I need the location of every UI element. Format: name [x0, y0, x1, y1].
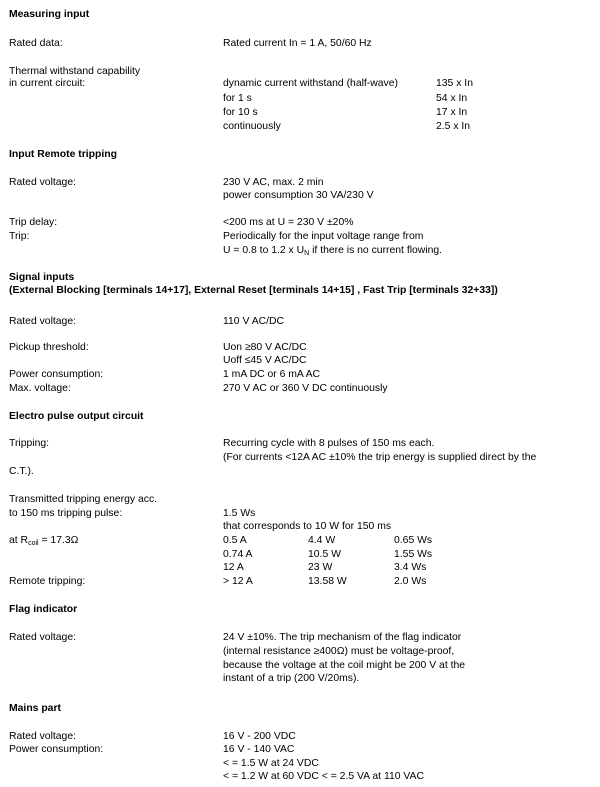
trip-line2: U = 0.8 to 1.2 x $U_N$ if there is no current flowing. — [223, 245, 443, 257]
thermal-value: 2.5 x In — [436, 121, 471, 132]
heading-flag-indicator: Flag indicator — [9, 604, 78, 615]
signal-inputs-subheading: (External Blocking [terminals 14+17], External Reset [terminals 14+15] , Fast Trip [terminals 32+33]) — [9, 285, 498, 296]
pulse-table-power: 4.4 W — [308, 535, 336, 546]
pulse-table-energy: 3.4 Ws — [394, 562, 427, 573]
thermal-label-1: Thermal withstand capability — [9, 66, 141, 77]
heading-mains-part: Mains part — [9, 703, 61, 714]
remote-tripping-label: Remote tripping: — [9, 576, 86, 587]
flag-line: instant of a trip (200 V/20ms). — [223, 673, 360, 684]
heading-electro-pulse: Electro pulse output circuit — [9, 411, 144, 422]
thermal-value: 54 x In — [436, 93, 468, 104]
pulse-table-power: 13.58 W — [308, 576, 347, 587]
trip-line1: Periodically for the input voltage range from — [223, 231, 424, 242]
pulse-table-power: 10.5 W — [308, 549, 341, 560]
trip-label: Trip: — [9, 231, 30, 242]
signal-power-consumption-value: 1 mA DC or 6 mA AC — [223, 369, 321, 380]
pulse-table-energy: 2.0 Ws — [394, 576, 427, 587]
pulse-table-current: 0.74 A — [223, 549, 253, 560]
energy-label-2: to 150 ms tripping pulse: — [9, 508, 123, 519]
flag-rated-voltage-label: Rated voltage: — [9, 632, 77, 643]
mains-line: 16 V - 200 VDC — [223, 731, 296, 742]
pickup-threshold-line1: Uon ≥80 V AC/DC — [223, 342, 307, 353]
heading-signal-inputs: Signal inputs — [9, 272, 75, 283]
thermal-label-2: in current circuit: — [9, 78, 86, 89]
thermal-condition: dynamic current withstand (half-wave) — [223, 78, 398, 89]
remote-rated-voltage-label: Rated voltage: — [9, 177, 77, 188]
energy-note: that corresponds to 10 W for 150 ms — [223, 521, 392, 532]
pulse-table-current: 0.5 A — [223, 535, 247, 546]
signal-rated-voltage-label: Rated voltage: — [9, 316, 77, 327]
max-voltage-label: Max. voltage: — [9, 383, 71, 394]
mains-line: 16 V - 140 VAC — [223, 744, 295, 755]
tripping-line1: Recurring cycle with 8 pulses of 150 ms each. — [223, 438, 435, 449]
pulse-table-power: 23 W — [308, 562, 333, 573]
remote-rated-voltage-line1: 230 V AC, max. 2 min — [223, 177, 324, 188]
tripping-line2: (For currents <12A AC ±10% the trip energy is supplied direct by the — [223, 452, 537, 463]
rcoil-label: at $R_{coil} = 17.3\Omega$ — [9, 535, 79, 547]
flag-line: because the voltage at the coil might be 200 V at the — [223, 660, 466, 671]
energy-label-1: Transmitted tripping energy acc. — [9, 494, 158, 505]
rated-data-label: Rated data: — [9, 38, 63, 49]
thermal-condition: continuously — [223, 121, 281, 132]
signal-rated-voltage-value: 110 V AC/DC — [223, 316, 285, 327]
heading-input-remote-tripping: Input Remote tripping — [9, 149, 117, 160]
thermal-condition: for 10 s — [223, 107, 258, 118]
remote-rated-voltage-line2: power consumption 30 VA/230 V — [223, 190, 374, 201]
thermal-value: 17 x In — [436, 107, 468, 118]
flag-line: 24 V ±10%. The trip mechanism of the flag indicator — [223, 632, 462, 643]
tripping-line3: C.T.). — [9, 466, 34, 477]
energy-value: 1.5 Ws — [223, 508, 256, 519]
mains-power-consumption-label: Power consumption: — [9, 744, 104, 755]
heading-measuring-input: Measuring input — [9, 9, 90, 20]
mains-line: < = 1.2 W at 60 VDC < = 2.5 VA at 110 VAC — [223, 771, 424, 782]
trip-delay-label: Trip delay: — [9, 217, 58, 228]
rated-data-value: Rated current In = 1 A, 50/60 Hz — [223, 38, 372, 49]
pulse-table-energy: 1.55 Ws — [394, 549, 433, 560]
tripping-label: Tripping: — [9, 438, 50, 449]
signal-power-consumption-label: Power consumption: — [9, 369, 104, 380]
pickup-threshold-label: Pickup threshold: — [9, 342, 89, 353]
pulse-table-current: 12 A — [223, 562, 244, 573]
pulse-table-energy: 0.65 Ws — [394, 535, 433, 546]
flag-line: (internal resistance ≥400Ω) must be voltage-proof, — [223, 646, 455, 657]
pulse-table-current: > 12 A — [223, 576, 253, 587]
mains-rated-voltage-label: Rated voltage: — [9, 731, 77, 742]
pickup-threshold-line2: Uoff ≤45 V AC/DC — [223, 355, 307, 366]
thermal-value: 135 x In — [436, 78, 473, 89]
thermal-condition: for 1 s — [223, 93, 252, 104]
trip-delay-value: <200 ms at U = 230 V ±20% — [223, 217, 354, 228]
max-voltage-value: 270 V AC or 360 V DC continuously — [223, 383, 388, 394]
mains-line: < = 1.5 W at 24 VDC — [223, 758, 319, 769]
